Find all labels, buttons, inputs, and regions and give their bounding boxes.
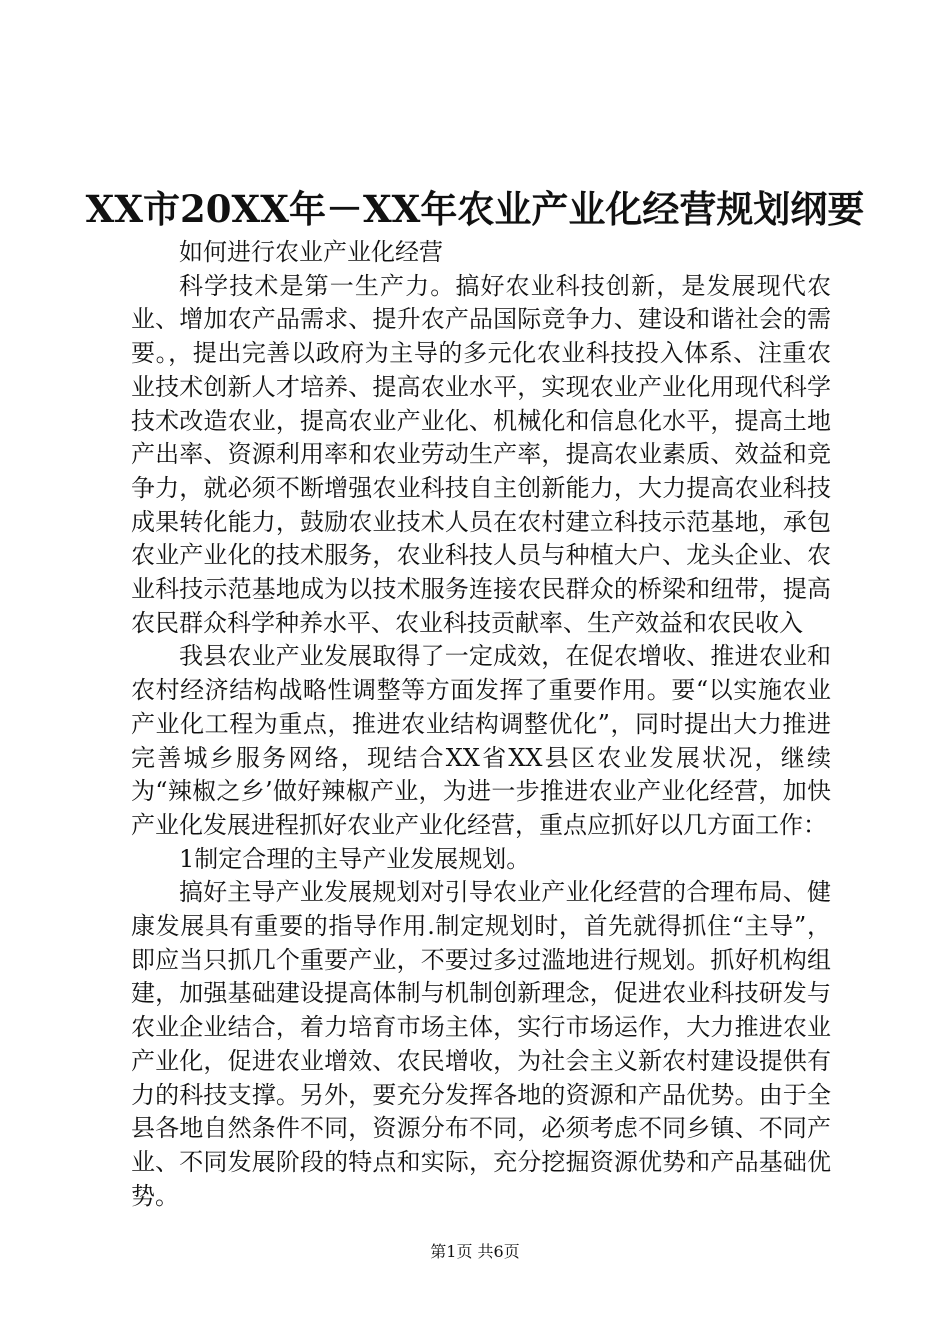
- paragraph-subtitle: 如何进行农业产业化经营: [179, 238, 443, 266]
- document-body: [131, 236, 831, 1213]
- document-title: XX市20XX年－XX年农业产业化经营规划纲要: [85, 187, 865, 231]
- page-footer: 第1页 共6页: [430, 1242, 520, 1261]
- paragraph: 我县农业产业发展取得了一定成效，在促农增收、推进农业和农村经济结构战略性调整等方面发挥了重要作用。要“以实施农业产业化工程为重点，推进农业结构调整优化”，同时提出大力推进完善城乡服务网络，现结合XX省XX县区农业发展状况，继续为“辣椒之乡’做好辣椒产业，为进一步推进农业产业化经营，加快产业化发展进程抓好农业产业化经营，重点应抓好以几方面工作：: [131, 642, 831, 839]
- paragraph-heading: 1制定合理的主导产业发展规划。: [179, 844, 531, 873]
- paragraph: 搞好主导产业发展规划对引导农业产业化经营的合理布局、健康发展具有重要的指导作用.制定规划时，首先就得抓住“主导”，即应当只抓几个重要产业，不要过多过滥地进行规划。抓好机构组建，加强基础建设提高体制与机制创新理念，促进农业科技研发与农业企业结合，着力培育市场主体，实行市场运作，大力推进农业产业化，促进农业增效、农民增收，为社会主义新农村建设提供有力的科技支撑。另外，要充分发挥各地的资源和产品优势。由于全县各地自然条件不同，资源分布不同，必须考虑不同乡镇、不同产业、不同发展阶段的特点和实际，充分挖掘资源优势和产品基础优势。: [131, 878, 831, 1210]
- paragraph: 科学技术是第一生产力。搞好农业科技创新，是发展现代农业、增加农产品需求、提升农产品国际竞争力、建设和谐社会的需要。，提出完善以政府为主导的多元化农业科技投入体系、注重农业技术创新人才培养、提高农业水平，实现农业产业化用现代科学技术改造农业，提高农业产业化、机械化和信息化水平，提高土地产出率、资源利用率和农业劳动生产率，提高农业素质、效益和竞争力，就必须不断增强农业科技自主创新能力，大力提高农业科技成果转化能力，鼓励农业技术人员在农村建立科技示范基地，承包农业产业化的技术服务，农业科技人员与种植大户、龙头企业、农业科技示范基地成为以技术服务连接农民群众的桥梁和纽带，提高农民群众科学种养水平、农业科技贡献率、生产效益和农民收入: [131, 271, 831, 637]
